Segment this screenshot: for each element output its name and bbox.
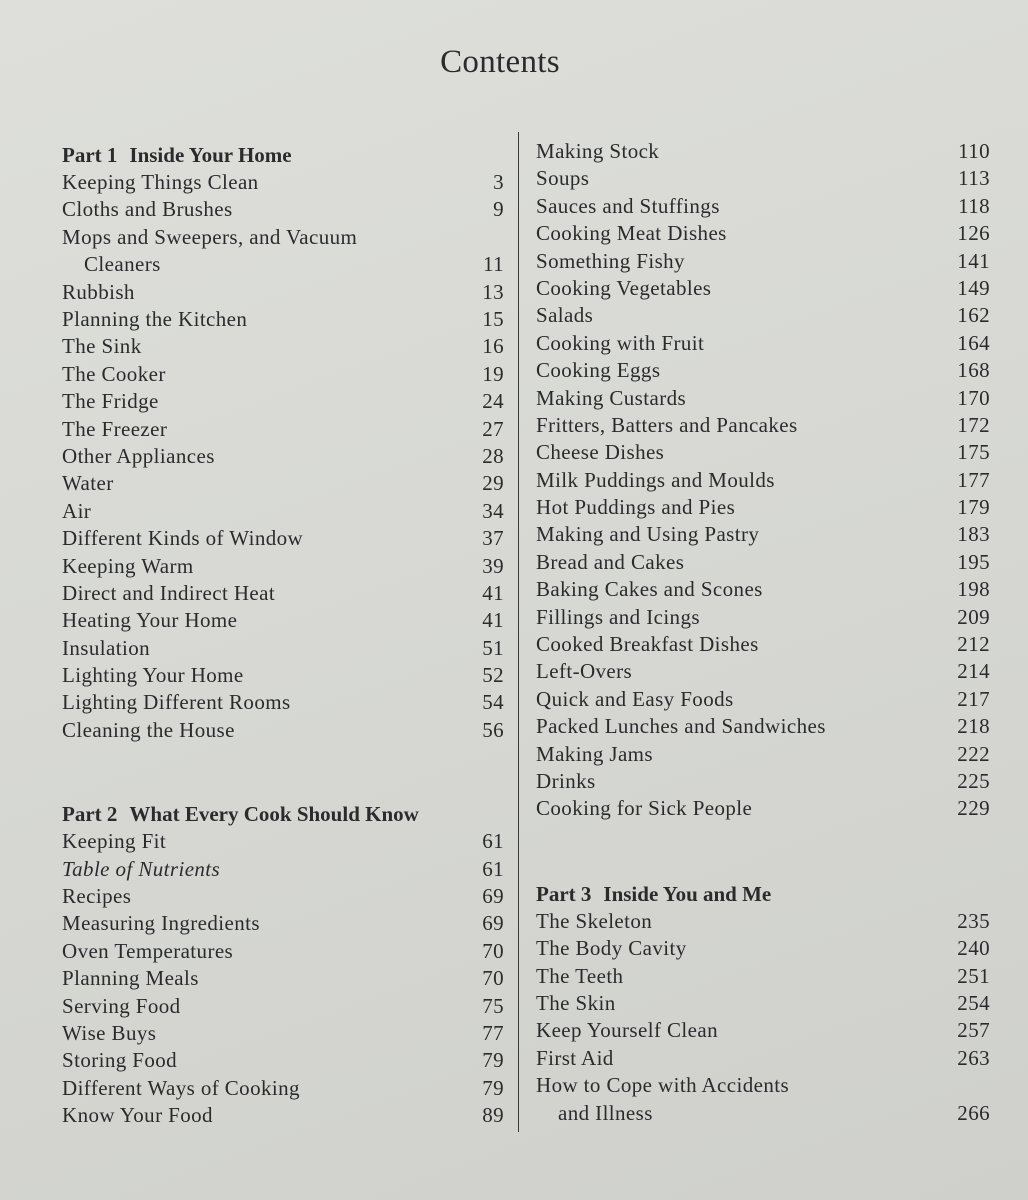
toc-entry-title-text: Fritters, Batters and Pancakes (536, 412, 798, 437)
toc-entry-title-text: Cleaning the House (62, 717, 235, 742)
toc-entry (536, 741, 990, 768)
toc-entry-page: 16 (482, 334, 504, 359)
part-number: Part 3 (536, 881, 592, 906)
toc-entry-title (536, 521, 759, 548)
toc-entry-page: 141 (957, 248, 990, 273)
toc-entry-title-text: Salads (536, 303, 594, 328)
toc-entry (536, 193, 990, 220)
toc-entry-title (536, 741, 653, 768)
toc-entry-title-text: Cooked Breakfast Dishes (536, 632, 759, 657)
toc-entry-page: 225 (957, 768, 990, 793)
toc-entry-page: 113 (958, 166, 990, 191)
toc-entry (536, 357, 990, 384)
toc-entry (536, 467, 990, 494)
toc-entry-title (536, 385, 686, 412)
toc-entry-page: 9 (493, 197, 504, 222)
toc-entry-page: 61 (482, 829, 504, 854)
toc-entry-page: 214 (957, 659, 990, 684)
toc-entry-title-text: Oven Temperatures (62, 938, 234, 963)
toc-entry (536, 330, 990, 357)
toc-entry (536, 658, 990, 685)
toc-entry-page: 170 (957, 385, 990, 410)
toc-entry-title-text: Hot Puddings and Pies (536, 495, 736, 520)
part-number: Part 2 (62, 802, 118, 827)
toc-entry-page: 69 (482, 884, 504, 909)
toc-entry-title (62, 662, 244, 689)
toc-entry-page: 37 (482, 526, 504, 551)
toc-entry-page: 70 (482, 966, 504, 991)
toc-entry-title (62, 607, 237, 634)
toc-entry (536, 494, 990, 521)
toc-entry-title (62, 965, 199, 992)
toc-entry-page: 175 (957, 440, 990, 465)
toc-entry (536, 439, 990, 466)
toc-entry-title-text: Lighting Different Rooms (62, 690, 291, 715)
toc-entry-title (62, 306, 247, 333)
toc-entry-title-text: Milk Puddings and Moulds (536, 467, 775, 492)
toc-entry (536, 1045, 990, 1072)
toc-entry-page: 118 (958, 193, 990, 218)
toc-entry-title-text: Something Fishy (536, 248, 685, 273)
toc-entry-title-text: Table of Nutrients (62, 856, 221, 881)
toc-entry-title (536, 686, 734, 713)
toc-entry (62, 224, 504, 279)
toc-entry-page: 13 (482, 279, 504, 304)
toc-entry-title (62, 553, 194, 580)
toc-entry-title (62, 361, 166, 388)
toc-entry-title-text: Keeping Things Clean (62, 170, 259, 194)
toc-entry (62, 580, 504, 607)
toc-entry-page: 61 (482, 856, 504, 881)
toc-entry-title-text: Rubbish (62, 279, 135, 304)
toc-entry (536, 604, 990, 631)
toc-entry-title (62, 580, 275, 607)
toc-entry-title-text: Fillings and Icings (536, 604, 700, 629)
toc-entry-title (62, 717, 235, 744)
toc-entry-page: 41 (482, 608, 504, 633)
right-column (536, 138, 990, 1127)
toc-entry-page: 179 (957, 495, 990, 520)
toc-entry (62, 938, 504, 965)
toc-entry-title-text: Bread and Cakes (536, 549, 685, 574)
toc-entry (62, 388, 504, 415)
toc-entry-title-continued: Cleaners (84, 252, 161, 277)
toc-entry-title-text: Cooking for Sick People (536, 796, 753, 821)
toc-entry-page: 24 (482, 389, 504, 414)
toc-entry-title (536, 713, 826, 740)
toc-entry-title-text: Planning Meals (62, 966, 199, 991)
toc-entry-title-text: Other Appliances (62, 443, 215, 468)
toc-entry-title-text: Cooking with Fruit (536, 330, 705, 355)
toc-entry-page: 15 (482, 306, 504, 331)
part-number: Part 1 (62, 143, 118, 167)
toc-entry (62, 635, 504, 662)
toc-entry-title (536, 467, 775, 494)
toc-entry (536, 713, 990, 740)
toc-entry-title-text: Cheese Dishes (536, 440, 665, 465)
toc-entry-title (536, 990, 616, 1017)
toc-entry-page: 235 (957, 908, 990, 933)
toc-entry-title (536, 631, 759, 658)
toc-entry-title (62, 1020, 156, 1047)
toc-entry (62, 993, 504, 1020)
toc-entry-title-text: Making and Using Pastry (536, 522, 760, 547)
toc-entry-title-text: How to Cope with Accidents (536, 1073, 790, 1098)
toc-entry (62, 910, 504, 937)
toc-entry (536, 138, 990, 165)
toc-entry-title-text: Planning the Kitchen (62, 306, 248, 331)
toc-entry-page: 77 (482, 1020, 504, 1045)
toc-entry-title-text: The Cooker (62, 361, 166, 386)
toc-entry (62, 856, 504, 883)
toc-entry-title (62, 196, 233, 223)
toc-entry (62, 498, 504, 525)
toc-entry-title (536, 494, 735, 521)
toc-entry-title-text: Keeping Warm (62, 553, 194, 578)
part-heading (62, 801, 504, 828)
toc-entry-title-text: Making Custards (536, 385, 687, 410)
toc-entry (536, 990, 990, 1017)
toc-entry-title-text: Measuring Ingredients (62, 911, 260, 936)
toc-entry-title-text: The Freezer (62, 416, 168, 441)
toc-entry-title (62, 1102, 213, 1129)
toc-entry-title (536, 220, 727, 247)
toc-entry-title (62, 993, 181, 1020)
toc-entry-page: 56 (482, 717, 504, 742)
toc-entry-title-text: Making Jams (536, 741, 653, 766)
page-title: Contents (440, 44, 560, 80)
toc-entry-page: 70 (482, 938, 504, 963)
toc-entry-title-text: Recipes (62, 884, 132, 909)
toc-entry-title-text: First Aid (536, 1045, 614, 1070)
toc-entry-title (62, 279, 135, 306)
toc-entry-page: 29 (482, 471, 504, 496)
toc-entry (62, 1075, 504, 1102)
toc-entry-title-text: Cooking Meat Dishes (536, 221, 727, 246)
toc-entry-page: 75 (482, 993, 504, 1018)
toc-entry (536, 935, 990, 962)
toc-entry-title (536, 549, 684, 576)
toc-entry-title-text: Quick and Easy Foods (536, 686, 734, 711)
toc-entry-title (536, 658, 632, 685)
toc-entry-title (536, 935, 687, 962)
toc-entry (62, 361, 504, 388)
toc-entry-title (62, 1075, 300, 1102)
toc-entry (536, 549, 990, 576)
toc-entry (536, 963, 990, 990)
toc-entry-title (62, 525, 303, 552)
toc-entry (62, 828, 504, 855)
toc-entry-title (536, 439, 664, 466)
toc-entry-title-text: Cloths and Brushes (62, 197, 233, 222)
toc-entry-title-text: Cooking Eggs (536, 358, 661, 383)
toc-entry (62, 169, 504, 196)
toc-entry (536, 768, 990, 795)
toc-entry-page: 126 (957, 221, 990, 246)
toc-entry-page: 51 (482, 635, 504, 660)
toc-entry-page: 162 (957, 303, 990, 328)
part-heading (62, 142, 504, 169)
toc-entry (62, 553, 504, 580)
toc-entry-title (62, 910, 260, 937)
toc-entry-page: 41 (482, 580, 504, 605)
toc-entry-page: 218 (957, 714, 990, 739)
toc-entry-title (536, 302, 593, 329)
toc-entry-title (62, 333, 142, 360)
toc-entry-page: 177 (957, 467, 990, 492)
toc-entry-page: 257 (957, 1018, 990, 1043)
toc-entry-title (62, 443, 215, 470)
toc-entry-page: 168 (957, 358, 990, 383)
toc-entry (62, 416, 504, 443)
toc-entry-title-text: Soups (536, 166, 590, 191)
toc-entry-title (62, 388, 159, 415)
toc-entry (536, 795, 990, 822)
toc-entry-title (62, 883, 131, 910)
toc-entry-title (536, 908, 652, 935)
toc-entry (62, 1047, 504, 1074)
toc-entry-title-text: Heating Your Home (62, 608, 238, 633)
toc-entry-page: 34 (482, 498, 504, 523)
toc-entry (536, 385, 990, 412)
toc-list-part2-continued (536, 138, 990, 823)
toc-entry (536, 165, 990, 192)
toc-entry-title-text: Lighting Your Home (62, 663, 244, 688)
toc-entry-title-text: Cooking Vegetables (536, 275, 712, 300)
toc-entry-title-text: Packed Lunches and Sandwiches (536, 714, 826, 739)
toc-entry-page: 54 (482, 690, 504, 715)
toc-entry (62, 965, 504, 992)
toc-entry-title (62, 828, 166, 855)
toc-entry-title-text: Sauces and Stuffings (536, 193, 720, 218)
toc-entry-title-text: The Teeth (536, 963, 624, 988)
toc-entry (62, 306, 504, 333)
toc-entry (536, 275, 990, 302)
toc-entry (536, 576, 990, 603)
toc-entry (62, 525, 504, 552)
toc-entry-title (62, 938, 233, 965)
toc-entry (536, 631, 990, 658)
toc-entry-page: 240 (957, 936, 990, 961)
toc-entry (62, 1020, 504, 1047)
toc-entry-page: 79 (482, 1048, 504, 1073)
toc-list-part2 (62, 828, 504, 1129)
toc-entry (62, 883, 504, 910)
toc-entry-title-text: Baking Cakes and Scones (536, 577, 763, 602)
toc-entry-title-text: Keep Yourself Clean (536, 1018, 718, 1043)
toc-entry-title-text: Serving Food (62, 993, 181, 1018)
toc-entry-title-text: Mops and Sweepers, and Vacuum (62, 224, 358, 249)
toc-entry-title-text: Know Your Food (62, 1103, 213, 1128)
toc-entry-page: 263 (957, 1045, 990, 1070)
toc-entry-title (536, 275, 711, 302)
toc-entry-title (536, 963, 623, 990)
toc-entry-title (536, 1017, 718, 1044)
toc-entry-title (536, 357, 660, 384)
toc-entry (62, 196, 504, 223)
toc-entry-title (536, 768, 596, 795)
toc-entry-title (62, 498, 91, 525)
toc-entry-page: 198 (957, 577, 990, 602)
toc-entry-page: 149 (957, 275, 990, 300)
toc-entry-title (62, 689, 291, 716)
toc-entry-title (62, 635, 150, 662)
toc-entry-title-text: Different Ways of Cooking (62, 1075, 300, 1100)
toc-entry (62, 333, 504, 360)
toc-entry-page: 164 (957, 330, 990, 355)
toc-entry-title-text: Wise Buys (62, 1020, 157, 1045)
toc-entry-title (62, 416, 167, 443)
part-title: Inside You and Me (603, 881, 772, 906)
toc-entry (536, 1017, 990, 1044)
column-divider (518, 132, 519, 1132)
toc-entry-title (536, 165, 589, 192)
toc-entry-page: 79 (482, 1075, 504, 1100)
toc-entry (62, 279, 504, 306)
part-title: What Every Cook Should Know (129, 802, 419, 827)
toc-entry-page: 11 (482, 252, 504, 277)
toc-entry (62, 443, 504, 470)
toc-entry-page: 69 (482, 911, 504, 936)
toc-entry-page: 19 (482, 361, 504, 386)
toc-entry-title (536, 1045, 614, 1072)
toc-entry-title-text: The Skeleton (536, 908, 653, 933)
toc-entry-page: 183 (957, 522, 990, 547)
toc-entry-title (62, 1047, 177, 1074)
toc-entry-title-text: Direct and Indirect Heat (62, 580, 276, 605)
toc-entry-page: 222 (957, 741, 990, 766)
part-heading (536, 881, 990, 908)
toc-entry-page: 266 (957, 1100, 990, 1125)
toc-entry-title (536, 193, 720, 220)
toc-entry-title (536, 604, 700, 631)
toc-entry-title (536, 795, 752, 822)
toc-entry (536, 686, 990, 713)
toc-entry-title-text: Making Stock (536, 139, 660, 163)
toc-entry (62, 607, 504, 634)
part-title: Inside Your Home (129, 143, 292, 167)
toc-entry (536, 248, 990, 275)
toc-entry-title (536, 576, 763, 603)
toc-entry-page: 195 (957, 549, 990, 574)
toc-entry-page: 39 (482, 553, 504, 578)
toc-entry-title (62, 224, 357, 279)
toc-entry (62, 470, 504, 497)
toc-entry-page: 172 (957, 412, 990, 437)
toc-entry-title (62, 856, 220, 883)
toc-entry-title-text: Water (62, 471, 114, 496)
toc-entry (536, 302, 990, 329)
toc-entry-page: 52 (482, 663, 504, 688)
toc-entry-title-text: Storing Food (62, 1048, 178, 1073)
toc-entry-title (536, 1072, 789, 1127)
toc-entry-page: 212 (957, 632, 990, 657)
toc-entry-title (62, 470, 114, 497)
toc-entry-title-text: The Sink (62, 334, 142, 359)
toc-entry-title (62, 169, 259, 196)
toc-entry (62, 1102, 504, 1129)
toc-entry-page: 217 (957, 686, 990, 711)
toc-entry-title (536, 412, 798, 439)
toc-list-part1 (62, 169, 504, 744)
toc-entry-title-text: The Fridge (62, 389, 159, 414)
toc-entry-title-continued: and Illness (558, 1100, 653, 1125)
toc-entry (536, 908, 990, 935)
toc-entry-title (536, 138, 659, 165)
toc-list-part3 (536, 908, 990, 1127)
toc-entry-title-text: Air (62, 498, 92, 523)
toc-entry-title-text: The Body Cavity (536, 936, 687, 961)
toc-entry (62, 717, 504, 744)
toc-entry (62, 662, 504, 689)
toc-entry-page: 254 (957, 990, 990, 1015)
toc-entry (536, 412, 990, 439)
toc-entry-title-text: Keeping Fit (62, 829, 167, 854)
toc-entry-title-text: The Skin (536, 990, 616, 1015)
toc-entry-title-text: Drinks (536, 768, 596, 793)
toc-entry (536, 1072, 990, 1127)
toc-entry-page: 3 (493, 170, 504, 194)
toc-entry-page: 229 (957, 796, 990, 821)
left-column (62, 142, 504, 1130)
toc-entry-title-text: Insulation (62, 635, 150, 660)
toc-entry-page: 89 (482, 1103, 504, 1128)
toc-entry-page: 251 (957, 963, 990, 988)
toc-entry-title-text: Different Kinds of Window (62, 526, 304, 551)
toc-entry-title-text: Left-Overs (536, 659, 633, 684)
toc-entry (62, 689, 504, 716)
toc-entry (536, 521, 990, 548)
toc-entry-title (536, 330, 704, 357)
toc-entry-page: 28 (482, 443, 504, 468)
toc-entry (536, 220, 990, 247)
toc-entry-page: 110 (958, 139, 990, 163)
toc-entry-title (536, 248, 685, 275)
toc-entry-page: 27 (482, 416, 504, 441)
toc-entry-page: 209 (957, 604, 990, 629)
